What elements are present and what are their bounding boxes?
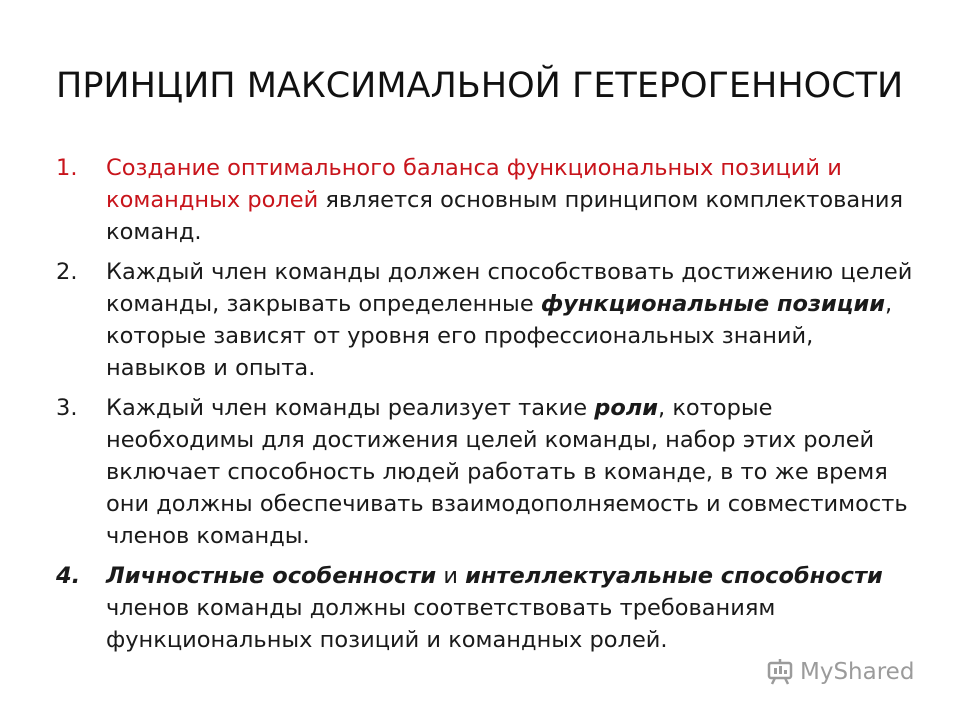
- watermark-text: MyShared: [800, 659, 915, 685]
- item-text: является основным принципом комплектования команд.: [106, 187, 904, 245]
- emphasis-text: интеллектуальные способности: [465, 563, 883, 589]
- list-item-3: [56, 392, 916, 552]
- emphasis-text: Личностные особенности: [106, 563, 437, 589]
- principles-list: [56, 152, 916, 664]
- highlighted-text: Создание оптимального баланса функциональных позиций и командных ролей: [106, 155, 842, 213]
- item-text: , которые зависят от уровня его профессиональных знаний, навыков и опыта.: [106, 291, 893, 381]
- myshared-watermark: [766, 658, 914, 686]
- emphasis-text: функциональные позиции: [540, 291, 886, 317]
- item-text: и: [436, 563, 466, 589]
- item-number: 4.: [56, 563, 81, 589]
- slide-title: ПРИНЦИП МАКСИМАЛЬНОЙ ГЕТЕРОГЕННОСТИ: [56, 66, 904, 106]
- item-number: 1.: [56, 155, 78, 181]
- list-item-4: [56, 560, 916, 656]
- item-text: , которые необходимы для достижения целей команды, набор этих ролей включает способность людей работать в команде, в то же время они должны обеспечивать взаимодополняемость и совместимость членов команды.: [106, 395, 908, 549]
- item-text: Каждый член команды должен способствовать достижению целей команды, закрывать определенные: [106, 259, 913, 317]
- item-number: 2.: [56, 259, 78, 285]
- list-item-2: [56, 256, 916, 384]
- list-item-1: [56, 152, 916, 248]
- item-number: 3.: [56, 395, 78, 421]
- emphasis-text: роли: [594, 395, 659, 421]
- item-text: членов команды должны соответствовать требованиям функциональных позиций и командных ролей.: [106, 595, 776, 653]
- presentation-board-icon: [766, 658, 796, 686]
- item-text: Каждый член команды реализует такие: [106, 395, 595, 421]
